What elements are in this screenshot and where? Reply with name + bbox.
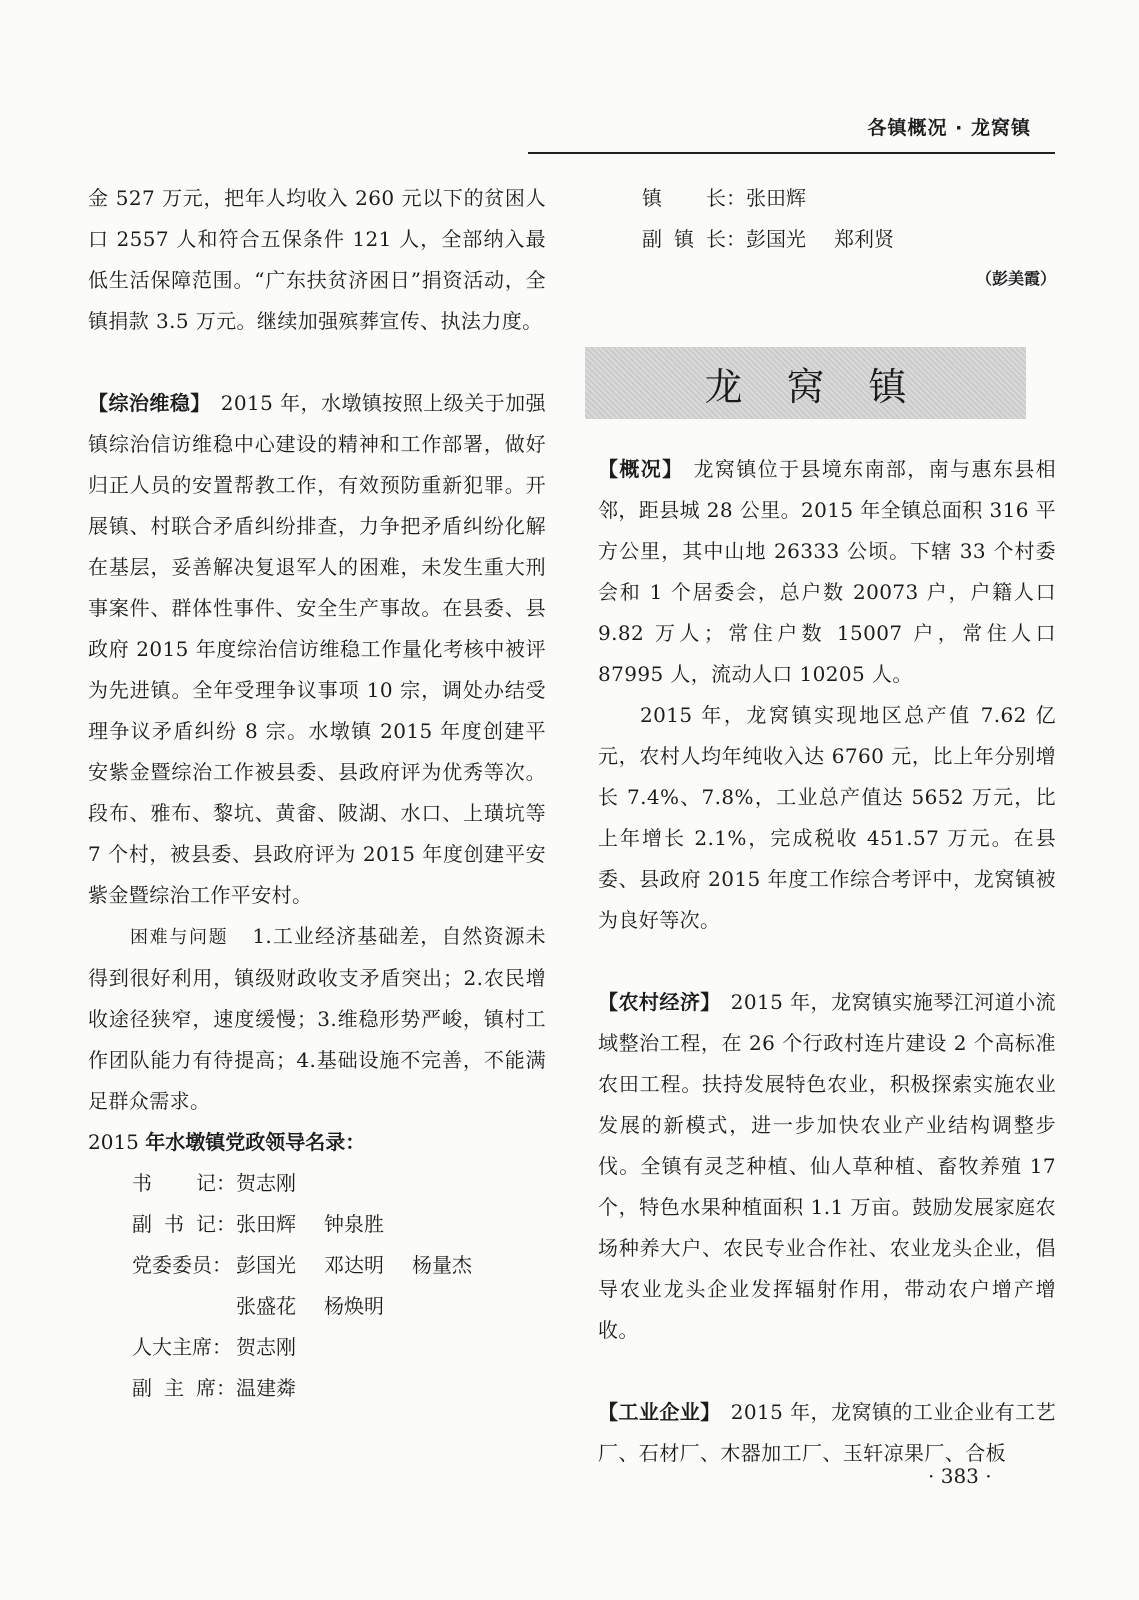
roster-year: 2015: [88, 1130, 139, 1154]
role-char: 副: [132, 1212, 152, 1236]
section-label: 【概况】: [598, 457, 684, 481]
left-paragraph-1: 金 527 万元，把年人均收入 260 元以下的贫困人口 2557 人和符合五保条件 121 人，全部纳入最低生活保障范围。“广东扶贫济困日”捐资活动，全镇捐款 3.5 万元。继续加强殡葬宣传、执法力度。: [88, 186, 546, 333]
roster-names: [746, 219, 922, 260]
roster-role: [132, 1163, 236, 1204]
roster-row: [642, 178, 1056, 219]
role-char: 记：: [196, 1171, 236, 1195]
roster-role: [132, 1245, 236, 1286]
role-char: 长：: [706, 186, 746, 210]
role-char: 记：: [196, 1212, 236, 1236]
header-rule: [528, 152, 1055, 154]
roster-row: [132, 1368, 546, 1409]
person-name: 彭国光: [746, 227, 806, 251]
person-name: 张盛花: [236, 1294, 296, 1318]
roster-names: [236, 1204, 412, 1245]
roster-role: [132, 1286, 236, 1327]
role-char: 长：: [706, 227, 746, 251]
roster-names: [236, 1245, 500, 1286]
banner-title: 龙窝镇: [704, 364, 951, 409]
section-text: 2015 年，龙窝镇的工业企业有工艺厂、石材厂、木器加工厂、玉轩凉果厂、合板: [598, 1400, 1056, 1465]
roster-row: [132, 1163, 546, 1204]
roster-names: [236, 1327, 324, 1368]
running-header: 各镇概况 · 龙窝镇: [867, 117, 1031, 139]
role-char: 书: [164, 1212, 184, 1236]
role-char: 席：: [196, 1376, 236, 1400]
leader-roster-continued: [642, 178, 1056, 260]
roster-names: [236, 1163, 324, 1204]
roster-names: [746, 178, 834, 219]
author-credit: （彭美霞）: [975, 269, 1056, 288]
right-column: [598, 178, 1056, 289]
roster-role: [642, 178, 746, 219]
role-char: 书: [132, 1171, 152, 1195]
section-text: 2015 年，龙窝镇实施琴江河道小流域整治工程，在 26 个行政村连片建设 2 个高标准农田工程。扶持发展特色农业，积极探索实施农业发展的新模式，进一步加快农业产业结构调整步伐。全镇有灵芝种植、仙人草种植、畜牧养殖 17 个，特色水果种植面积 1.1 万亩。鼓励发展家庭农场种养大户、农民专业合作社、农业龙头企业，倡导农业龙头企业发挥辐射作用，带动农户增产增收。: [598, 990, 1056, 1342]
person-name: 彭国光: [236, 1253, 296, 1277]
section-label: 【工业企业】: [598, 1400, 721, 1424]
roster-names: [236, 1286, 412, 1327]
section-industry: [598, 1392, 1056, 1474]
person-name: 张田辉: [236, 1212, 296, 1236]
overview-paragraph-2: 2015 年，龙窝镇实现地区总产值 7.62 亿元，农村人均年纯收入达 6760 元，比上年分别增长 7.4%、7.8%，工业总产值达 5652 万元，比上年增长 2.1%，完成税收 451.57 万元。在县委、县政府 2015 年度工作综合考评中，龙窝镇被为良好等次。: [598, 703, 1056, 932]
role-char: 党委委员：: [132, 1253, 232, 1277]
role-char: 主: [164, 1376, 184, 1400]
person-name: 郑利贤: [834, 227, 894, 251]
section-text: 1.工业经济基础差，自然资源未得到很好利用，镇级财政收支矛盾突出；2.农民增收途径狭窄，速度缓慢；3.维稳形势严峻，镇村工作团队能力有待提高；4.基础设施不完善，不能满足群众需求。: [88, 924, 546, 1113]
section-rural-economy: [598, 982, 1056, 1351]
roster-names: [236, 1368, 324, 1409]
roster-row: [132, 1204, 546, 1245]
page-number: · 383 ·: [928, 1464, 992, 1488]
person-name: 杨量杰: [412, 1253, 472, 1277]
role-char: 副: [132, 1376, 152, 1400]
role-char: 人大主席：: [132, 1335, 232, 1359]
section-label: 【农村经济】: [598, 990, 721, 1014]
roster-role: [132, 1327, 236, 1368]
role-char: 镇: [642, 186, 662, 210]
section-text: 龙窝镇位于县境东南部，南与惠东县相邻，距县城 28 公里。2015 年全镇总面积 316 平方公里，其中山地 26333 公顷。下辖 33 个村委会和 1 个居委会，总户数 20073 户，户籍人口 9.82 万人；常住户数 15007 户，常住人口 87995 人，流动人口 10205 人。: [598, 457, 1056, 686]
person-name: 贺志刚: [236, 1335, 296, 1359]
leader-roster: [132, 1163, 546, 1409]
right-column-body: [598, 449, 1056, 1474]
roster-row: [132, 1286, 546, 1327]
person-name: 邓达明: [324, 1253, 384, 1277]
section-difficulties: [88, 916, 546, 1122]
role-char: 镇: [674, 227, 694, 251]
roster-title: [88, 1122, 546, 1163]
section-overview: [598, 449, 1056, 695]
roster-row: [132, 1245, 546, 1286]
section-label: 【综治维稳】: [88, 391, 211, 415]
person-name: 钟泉胜: [324, 1212, 384, 1236]
left-column: [88, 178, 546, 1409]
section-banner: [585, 347, 1026, 419]
roster-role: [132, 1368, 236, 1409]
person-name: 温建粦: [236, 1376, 296, 1400]
section-text: 2015 年，水墩镇按照上级关于加强镇综治信访维稳中心建设的精神和工作部署，做好归正人员的安置帮教工作，有效预防重新犯罪。开展镇、村联合矛盾纠纷排查，力争把矛盾纠纷化解在基层，妥善解决复退军人的困难，未发生重大刑事案件、群体性事件、安全生产事故。在县委、县政府 2015 年度综治信访维稳工作量化考核中被评为先进镇。全年受理争议事项 10 宗，调处办结受理争议矛盾纠纷 8 宗。水墩镇 2015 年度创建平安紫金暨综治工作被县委、县政府评为优秀等次。段布、雅布、黎坑、黄畲、陂湖、水口、上璜坑等 7 个村，被县委、县政府评为 2015 年度创建平安紫金暨综治工作平安村。: [88, 391, 546, 907]
person-name: 张田辉: [746, 186, 806, 210]
role-char: 副: [642, 227, 662, 251]
roster-row: [642, 219, 1056, 260]
person-name: 贺志刚: [236, 1171, 296, 1195]
roster-title-text: 年水墩镇党政领导名录：: [145, 1130, 366, 1154]
roster-role: [642, 219, 746, 260]
person-name: 杨焕明: [324, 1294, 384, 1318]
roster-row: [132, 1327, 546, 1368]
section-zongzhi: [88, 383, 546, 916]
roster-role: [132, 1204, 236, 1245]
section-label: 困难与问题: [130, 927, 229, 948]
